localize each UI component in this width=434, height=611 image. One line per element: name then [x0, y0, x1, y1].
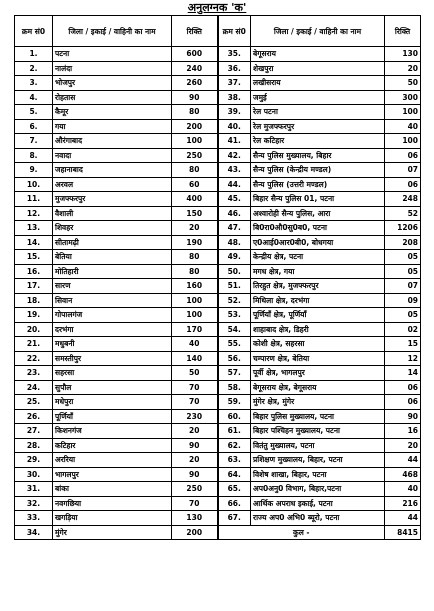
row-name: नवगछिया	[53, 496, 172, 511]
row-name: सैन्य पुलिस (केन्द्रीय मण्डल)	[251, 163, 385, 178]
row-vacancy: 90	[172, 90, 218, 105]
row-vacancy: 600	[172, 47, 218, 62]
row-name: कैमूर	[53, 105, 172, 120]
row-name: भोजपुर	[53, 76, 172, 91]
row-vacancy: 200	[172, 525, 218, 540]
row-sn: 54.	[218, 322, 251, 337]
row-name: बांका	[53, 482, 172, 497]
row-name: तिरहुत क्षेत्र, मुजफ्फरपुर	[251, 279, 385, 294]
row-vacancy: 300	[385, 90, 421, 105]
header-sn-right: क्रम सं0	[218, 16, 251, 47]
row-vacancy: 70	[172, 496, 218, 511]
row-sn: 25.	[15, 395, 53, 410]
row-vacancy: 150	[172, 206, 218, 221]
row-name: मुंगेर	[53, 525, 172, 540]
row-name: मुंगेर क्षेत्र, मुंगेर	[251, 395, 385, 410]
row-sn: 65.	[218, 482, 251, 497]
row-name: अररिया	[53, 453, 172, 468]
row-vacancy: 80	[172, 250, 218, 265]
table-header-row	[15, 16, 421, 47]
row-vacancy: 05	[385, 250, 421, 265]
row-sn: 8.	[15, 148, 53, 163]
row-vacancy: 05	[385, 264, 421, 279]
row-sn: 5.	[15, 105, 53, 120]
row-sn: 38.	[218, 90, 251, 105]
row-name: राज्य अप0 अभि0 ब्यूरो, पटना	[251, 511, 385, 526]
row-vacancy: 20	[172, 424, 218, 439]
row-vacancy: 20	[172, 221, 218, 236]
row-name: केन्द्रीय क्षेत्र, पटना	[251, 250, 385, 265]
row-vacancy: 70	[172, 395, 218, 410]
row-name: बेतिया	[53, 250, 172, 265]
row-vacancy: 170	[172, 322, 218, 337]
row-sn: 21.	[15, 337, 53, 352]
row-sn: 45.	[218, 192, 251, 207]
row-name: ए0आई0आर0बी0, बोधगया	[251, 235, 385, 250]
row-vacancy: 90	[172, 467, 218, 482]
row-sn: 27.	[15, 424, 53, 439]
table-row	[15, 105, 421, 120]
row-name: बिहार पुलिस मुख्यालय, पटना	[251, 409, 385, 424]
table-row	[15, 177, 421, 192]
table-row	[15, 380, 421, 395]
row-vacancy: 80	[172, 163, 218, 178]
row-vacancy: 160	[172, 279, 218, 294]
row-vacancy: 80	[172, 105, 218, 120]
row-sn: 39.	[218, 105, 251, 120]
row-sn: 28.	[15, 438, 53, 453]
row-name: भागलपुर	[53, 467, 172, 482]
row-sn: 55.	[218, 337, 251, 352]
table-row	[15, 496, 421, 511]
row-vacancy: 208	[385, 235, 421, 250]
row-name: जमुई	[251, 90, 385, 105]
row-vacancy: 130	[385, 47, 421, 62]
row-vacancy: 100	[172, 134, 218, 149]
row-name: वितंतु मुख्यालय, पटना	[251, 438, 385, 453]
row-vacancy: 1206	[385, 221, 421, 236]
row-vacancy: 50	[385, 76, 421, 91]
row-sn: 51.	[218, 279, 251, 294]
row-sn: 6.	[15, 119, 53, 134]
row-sn: 50.	[218, 264, 251, 279]
table-row	[15, 90, 421, 105]
table-row	[15, 366, 421, 381]
header-name-right: जिला / इकाई / वाहिनी का नाम	[251, 16, 385, 47]
row-sn: 1.	[15, 47, 53, 62]
row-name: वैशाली	[53, 206, 172, 221]
row-vacancy: 248	[385, 192, 421, 207]
row-vacancy: 200	[172, 119, 218, 134]
row-vacancy: 06	[385, 148, 421, 163]
row-vacancy: 09	[385, 293, 421, 308]
row-sn: 24.	[15, 380, 53, 395]
row-vacancy: 14	[385, 366, 421, 381]
row-vacancy: 50	[172, 366, 218, 381]
row-vacancy: 40	[385, 119, 421, 134]
row-sn: 67.	[218, 511, 251, 526]
row-name: कोशी क्षेत्र, सहरसा	[251, 337, 385, 352]
row-vacancy: 15	[385, 337, 421, 352]
row-sn: 2.	[15, 61, 53, 76]
row-vacancy: 70	[172, 380, 218, 395]
row-vacancy: 80	[172, 264, 218, 279]
row-vacancy: 40	[385, 482, 421, 497]
row-vacancy: 16	[385, 424, 421, 439]
row-vacancy: 20	[385, 438, 421, 453]
row-name: अरवल	[53, 177, 172, 192]
row-name: पूर्णियाँ क्षेत्र, पूर्णियाँ	[251, 308, 385, 323]
row-name: सैन्य पुलिस मुख्यालय, बिहार	[251, 148, 385, 163]
row-name: रेल पटना	[251, 105, 385, 120]
row-name: बेगूसराय क्षेत्र, बेगूसराय	[251, 380, 385, 395]
row-sn: 57.	[218, 366, 251, 381]
row-vacancy: 400	[172, 192, 218, 207]
row-sn: 36.	[218, 61, 251, 76]
row-name: चम्पारण क्षेत्र, बेतिया	[251, 351, 385, 366]
row-sn: 31.	[15, 482, 53, 497]
row-vacancy: 100	[385, 134, 421, 149]
row-name: गोपालगंज	[53, 308, 172, 323]
table-row	[15, 337, 421, 352]
row-vacancy: 90	[385, 409, 421, 424]
row-sn: 14.	[15, 235, 53, 250]
row-sn: 56.	[218, 351, 251, 366]
row-vacancy: 240	[172, 61, 218, 76]
row-vacancy: 130	[172, 511, 218, 526]
row-vacancy: 06	[385, 380, 421, 395]
row-sn: 22.	[15, 351, 53, 366]
total-label: कुल -	[292, 527, 310, 537]
row-sn: 59.	[218, 395, 251, 410]
row-name: सुपौल	[53, 380, 172, 395]
row-sn: 34.	[15, 525, 53, 540]
row-sn: 11.	[15, 192, 53, 207]
row-name: मिथिला क्षेत्र, दरभंगा	[251, 293, 385, 308]
table-row	[15, 76, 421, 91]
row-name: शाहाबाद क्षेत्र, डिहरी	[251, 322, 385, 337]
table-row	[15, 148, 421, 163]
row-vacancy: 40	[172, 337, 218, 352]
row-name: अश्वारोही सैन्य पुलिस, आरा	[251, 206, 385, 221]
row-sn: 53.	[218, 308, 251, 323]
row-name: लखीसराय	[251, 76, 385, 91]
row-sn: 32.	[15, 496, 53, 511]
row-name: सीतामढ़ी	[53, 235, 172, 250]
row-sn: 62.	[218, 438, 251, 453]
row-sn: 4.	[15, 90, 53, 105]
table-row	[15, 308, 421, 323]
table-row	[15, 47, 421, 62]
table-row	[15, 409, 421, 424]
row-vacancy: 100	[172, 293, 218, 308]
table-row	[15, 264, 421, 279]
row-vacancy: 216	[385, 496, 421, 511]
row-vacancy: 20	[172, 453, 218, 468]
row-sn: 33.	[15, 511, 53, 526]
row-sn: 44.	[218, 177, 251, 192]
table-row	[15, 250, 421, 265]
row-sn: 13.	[15, 221, 53, 236]
row-name: नवादा	[53, 148, 172, 163]
table-row	[15, 424, 421, 439]
row-name: नालंदा	[53, 61, 172, 76]
row-vacancy: 07	[385, 163, 421, 178]
table-row	[15, 192, 421, 207]
row-vacancy: 250	[172, 482, 218, 497]
row-vacancy: 44	[385, 511, 421, 526]
row-sn: 15.	[15, 250, 53, 265]
row-sn: 63.	[218, 453, 251, 468]
table-row	[15, 119, 421, 134]
table-row	[15, 163, 421, 178]
row-sn: 20.	[15, 322, 53, 337]
table-row	[15, 482, 421, 497]
row-sn: 35.	[218, 47, 251, 62]
vacancy-table	[14, 15, 421, 540]
table-row	[15, 525, 421, 540]
row-name: दरभंगा	[53, 322, 172, 337]
row-name: मधेपुरा	[53, 395, 172, 410]
row-name: रेल कटिहार	[251, 134, 385, 149]
row-vacancy: 468	[385, 467, 421, 482]
row-sn: 60.	[218, 409, 251, 424]
header-vacancy-left: रिक्ति	[172, 16, 218, 47]
row-sn: 30.	[15, 467, 53, 482]
header-name-left: जिला / इकाई / वाहिनी का नाम	[53, 16, 172, 47]
row-sn: 58.	[218, 380, 251, 395]
table-body	[15, 47, 421, 540]
row-name: मुजफ्फरपुर	[53, 192, 172, 207]
row-vacancy: 44	[385, 453, 421, 468]
row-name: सारण	[53, 279, 172, 294]
row-sn: 9.	[15, 163, 53, 178]
row-name: पूर्वी क्षेत्र, भागलपुर	[251, 366, 385, 381]
row-name: मगध क्षेत्र, गया	[251, 264, 385, 279]
row-name: सैन्य पुलिस (उत्तरी मण्डल)	[251, 177, 385, 192]
table-row	[15, 322, 421, 337]
annexure-title: अनुलग्नक 'क'	[187, 1, 247, 14]
row-sn: 42.	[218, 148, 251, 163]
row-sn: 16.	[15, 264, 53, 279]
row-name: रेल मुजफ्फरपुर	[251, 119, 385, 134]
row-name: रोहतास	[53, 90, 172, 105]
row-vacancy: 140	[172, 351, 218, 366]
row-name: शिवहर	[53, 221, 172, 236]
row-vacancy: 100	[172, 308, 218, 323]
row-name: औरंगाबाद	[53, 134, 172, 149]
row-sn: 48.	[218, 235, 251, 250]
row-sn: 3.	[15, 76, 53, 91]
row-name: आर्थिक अपराध इकाई, पटना	[251, 496, 385, 511]
row-vacancy: 06	[385, 395, 421, 410]
row-name: बिहार सैन्य पुलिस 01, पटना	[251, 192, 385, 207]
row-vacancy: 190	[172, 235, 218, 250]
row-name: मधुबनी	[53, 337, 172, 352]
row-sn: 43.	[218, 163, 251, 178]
table-row	[15, 221, 421, 236]
row-name: कटिहार	[53, 438, 172, 453]
table-row	[15, 467, 421, 482]
row-sn: 29.	[15, 453, 53, 468]
row-vacancy: 60	[172, 177, 218, 192]
table-row	[15, 61, 421, 76]
row-sn: 49.	[218, 250, 251, 265]
row-sn: 10.	[15, 177, 53, 192]
table-row	[15, 279, 421, 294]
row-vacancy: 260	[172, 76, 218, 91]
header-sn-left: क्रम सं0	[15, 16, 53, 47]
row-sn: 64.	[218, 467, 251, 482]
row-sn: 52.	[218, 293, 251, 308]
table-row	[15, 395, 421, 410]
row-name: बिहार पश्चिहन मुख्यालय, पटना	[251, 424, 385, 439]
row-sn: 40.	[218, 119, 251, 134]
row-sn: 61.	[218, 424, 251, 439]
row-sn: 47.	[218, 221, 251, 236]
row-name: किशनगंज	[53, 424, 172, 439]
row-sn: 37.	[218, 76, 251, 91]
row-name: मोतिहारी	[53, 264, 172, 279]
row-name: शेखपुरा	[251, 61, 385, 76]
row-name: जहानाबाद	[53, 163, 172, 178]
row-sn: 66.	[218, 496, 251, 511]
row-name: पटना	[53, 47, 172, 62]
row-vacancy: 12	[385, 351, 421, 366]
table-row	[15, 453, 421, 468]
row-sn: 26.	[15, 409, 53, 424]
row-name: बेगूसराय	[251, 47, 385, 62]
row-sn: 19.	[15, 308, 53, 323]
row-name: पूर्णियाँ	[53, 409, 172, 424]
table-row	[15, 235, 421, 250]
row-vacancy: 90	[172, 438, 218, 453]
row-sn: 7.	[15, 134, 53, 149]
row-name: समस्तीपुर	[53, 351, 172, 366]
table-row	[15, 438, 421, 453]
table-row	[15, 206, 421, 221]
row-name: सिवान	[53, 293, 172, 308]
row-vacancy: 250	[172, 148, 218, 163]
row-sn: 23.	[15, 366, 53, 381]
row-vacancy: 06	[385, 177, 421, 192]
table-row	[15, 351, 421, 366]
row-name: बि0रा0औ0सु0ब0, पटना	[251, 221, 385, 236]
row-sn: 18.	[15, 293, 53, 308]
row-name: खगड़िया	[53, 511, 172, 526]
table-row	[15, 293, 421, 308]
row-name: सहरसा	[53, 366, 172, 381]
row-name: विशेष शाखा, बिहार, पटना	[251, 467, 385, 482]
row-name: प्रशिक्षण मुख्यालय, बिहार, पटना	[251, 453, 385, 468]
row-sn: 12.	[15, 206, 53, 221]
row-sn: 41.	[218, 134, 251, 149]
header-vacancy-right: रिक्ति	[385, 16, 421, 47]
row-vacancy: 20	[385, 61, 421, 76]
total-label-cell	[218, 525, 385, 540]
row-name: अप0अनु0 विभाग, बिहार,पटना	[251, 482, 385, 497]
row-vacancy: 07	[385, 279, 421, 294]
row-vacancy: 100	[385, 105, 421, 120]
total-value: 8415	[385, 525, 421, 540]
row-vacancy: 05	[385, 308, 421, 323]
row-vacancy: 230	[172, 409, 218, 424]
table-row	[15, 511, 421, 526]
row-name: गया	[53, 119, 172, 134]
row-sn: 17.	[15, 279, 53, 294]
row-vacancy: 02	[385, 322, 421, 337]
row-vacancy: 52	[385, 206, 421, 221]
row-sn: 46.	[218, 206, 251, 221]
table-row	[15, 134, 421, 149]
